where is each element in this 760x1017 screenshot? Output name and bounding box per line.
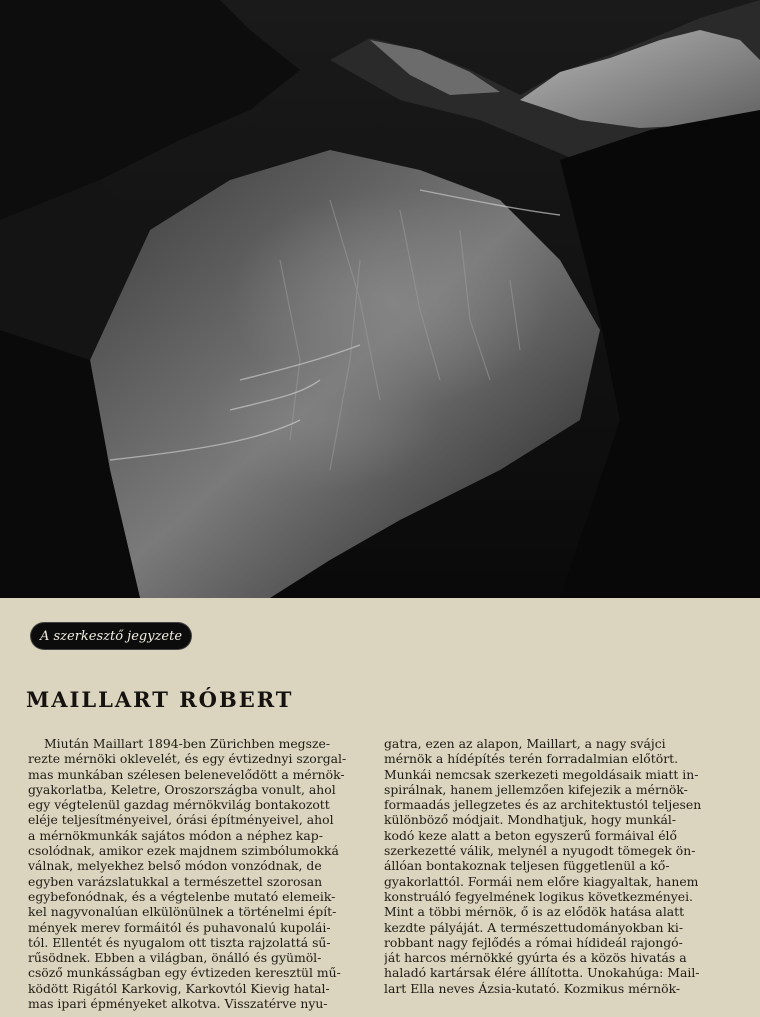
text-line: mények merev formáitól és puhavonalú kupolái-: [28, 919, 331, 935]
text-line: egybefonódnak, és a végtelenbe mutató elemeik-: [28, 888, 336, 904]
text-line: kodó keze alatt a beton egyszerű formáival élő: [384, 827, 677, 843]
text-line: egy végtelenül gazdag mérnökvilág bontakozott: [28, 797, 330, 813]
text-line: egyben varázslatukkal a természettel szorosan: [28, 873, 323, 889]
text-line: lart Ella neves Ázsia-kutató. Kozmikus mérnök-: [384, 980, 681, 996]
text-line: formaadás jellegzetes és az architektustól teljesen: [384, 797, 702, 813]
text-line: rezte mérnöki oklevelét, és egy évtizednyi szorgal-: [28, 751, 347, 767]
text-line: haladó kartársak élére állította. Unokahúga: Mail-: [384, 965, 700, 981]
text-line: ködött Rigától Karkovig, Karkovtól Kievig hatal-: [28, 980, 330, 996]
text-line: különböző módjait. Mondhatjuk, hogy munkál-: [384, 812, 677, 828]
text-line: állóan bontakoznak teljesen függetlenül a kő-: [384, 858, 670, 874]
text-line: kel nagyvonalúan elkülönülnek a történelmi épít-: [28, 904, 337, 920]
text-line: tól. Ellentét és nyugalom ott tiszta rajzolattá sű-: [28, 934, 331, 950]
text-line: szerkezetté válik, melynél a nyugodt tömegek ön-: [384, 843, 696, 859]
text-line: kezdte pályáját. A természettudományokban ki-: [384, 919, 684, 935]
text-line: csöző munkásságban egy évtizeden keresztül mű-: [28, 965, 341, 981]
text-line: Mint a többi mérnök, ő is az elődök hatása alatt: [384, 904, 685, 920]
text-line: gatra, ezen az alapon, Maillart, a nagy svájci: [384, 736, 666, 751]
text-line: konstruáló fegyelmének logikus következményei.: [384, 888, 693, 904]
text-line: robbant nagy fejlődés a római hídideál rajongó-: [384, 934, 683, 950]
text-line: eléje teljesítményeivel, órási építményeivel, ahol: [28, 812, 334, 828]
editor-note-badge: A szerkesztő jegyzete: [31, 623, 191, 649]
text-line: rűsödnek. Ebben a világban, önálló és gyümöl-: [28, 950, 322, 966]
text-line: a mérnökmunkák sajátos módon a néphez kap-: [28, 827, 323, 843]
text-line: Munkái nemcsak szerkezeti megoldásaik miatt in-: [384, 766, 699, 782]
article-column-left: [28, 736, 366, 1011]
text-line: csolódnak, amikor ezek majdnem szimbólumokká: [28, 843, 339, 859]
text-line: ját harcos mérnökké gyúrta és a közös hivatás a: [384, 950, 687, 966]
text-line: mérnök a hídépítés terén forradalmian előtört.: [384, 751, 679, 767]
text-line: gyakorlattól. Formái nem előre kiagyaltak, hanem: [384, 873, 699, 889]
text-line: mas ipari épményeket alkotva. Visszatérve nyu-: [28, 996, 328, 1012]
article-title: MAILLART RÓBERT: [26, 687, 294, 712]
text-line: Miután Maillart 1894-ben Zürichben megsze-: [44, 736, 331, 751]
text-line: válnak, melyekhez belső módon vonzódnak, de: [28, 858, 322, 874]
text-line: gyakorlatba, Keletre, Oroszországba vonult, ahol: [28, 781, 336, 797]
text-line: mas munkában szélesen belenevelődött a mérnök-: [28, 766, 345, 782]
text-line: spirálnak, hanem jellemzően kifejezik a mérnök-: [384, 781, 688, 797]
article-column-right: [384, 736, 722, 996]
